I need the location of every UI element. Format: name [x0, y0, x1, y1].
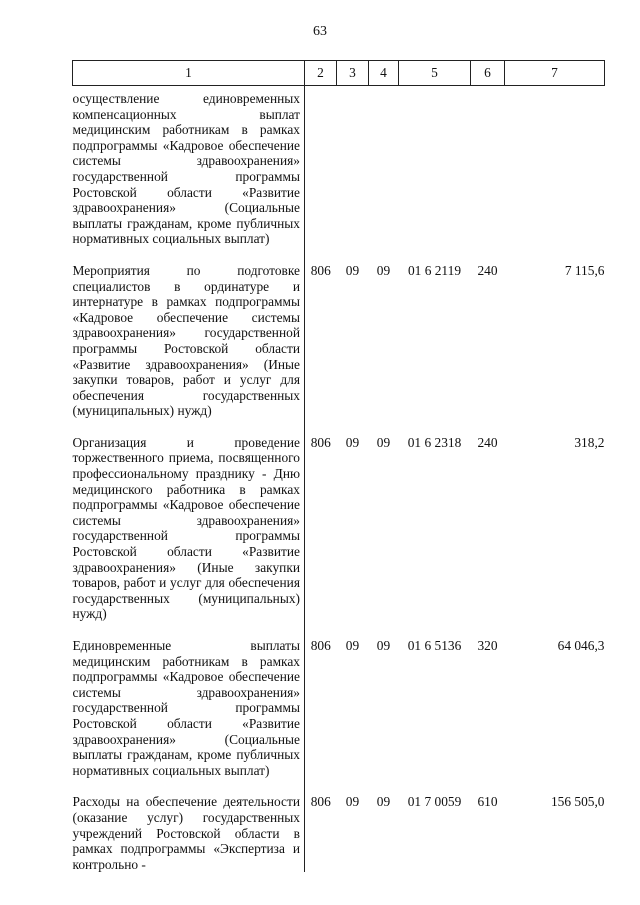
row-expense-type: 610	[477, 794, 498, 810]
row-target-article: 01 6 5136	[407, 638, 462, 653]
row-expense-type: 240	[477, 262, 498, 278]
row-amount: 64 046,3	[557, 638, 605, 653]
row-subsection	[369, 86, 399, 247]
header-col-6: 6	[471, 61, 505, 86]
table-row	[73, 622, 605, 778]
row-section	[337, 86, 369, 247]
table-row	[73, 778, 605, 872]
table-row	[73, 419, 605, 622]
row-section: 09	[345, 794, 360, 810]
header-row	[73, 61, 605, 86]
row-ministry: 806	[310, 794, 331, 810]
row-target-article	[399, 86, 471, 247]
header-col-3: 3	[337, 61, 369, 86]
budget-table	[72, 60, 605, 872]
row-description: Расходы на обеспечение деятельности (оказание услуг) государственных учреждений Ростовской области в рамках подпрограммы «Экспертиза и контрольно -	[73, 778, 305, 872]
row-subsection: 09	[376, 794, 391, 810]
row-ministry: 806	[310, 638, 331, 653]
row-description: Единовременные выплаты медицинским работникам в рамках подпрограммы «Кадровое обеспечение системы здравоохранения» государственной программы Ростовской области «Развитие здравоохранения» (Социальные выплаты гражданам, кроме публичных нормативных социальных выплат)	[73, 622, 305, 778]
header-col-5: 5	[399, 61, 471, 86]
row-section: 09	[345, 434, 360, 450]
row-section: 09	[345, 638, 360, 653]
row-target-article: 01 6 2119	[407, 262, 462, 278]
row-expense-type: 240	[477, 434, 498, 450]
header-col-2: 2	[305, 61, 337, 86]
header-col-7: 7	[505, 61, 605, 86]
row-ministry: 806	[310, 434, 331, 450]
row-ministry	[305, 86, 337, 247]
row-amount: 7 115,6	[564, 262, 605, 278]
row-target-article: 01 7 0059	[407, 794, 462, 810]
row-amount	[505, 86, 605, 247]
row-subsection: 09	[376, 262, 391, 278]
row-target-article: 01 6 2318	[407, 434, 462, 450]
row-section: 09	[345, 262, 360, 278]
row-subsection: 09	[376, 638, 391, 653]
row-expense-type	[471, 86, 505, 247]
row-ministry: 806	[310, 262, 331, 278]
table-row	[73, 86, 605, 247]
page-number: 63	[313, 24, 327, 39]
row-amount: 156 505,0	[550, 794, 605, 810]
table-row	[73, 247, 605, 419]
header-col-4: 4	[369, 61, 399, 86]
row-expense-type: 320	[477, 638, 498, 653]
row-description: осуществление единовременных компенсационных выплат медицинским работникам в рамках подпрограммы «Кадровое обеспечение системы здравоохранения» государственной программы Ростовской области «Развитие здравоохранения» (Социальные выплаты гражданам, кроме публичных нормативных социальных выплат)	[73, 86, 305, 247]
row-subsection: 09	[376, 434, 391, 450]
row-amount: 318,2	[574, 434, 605, 450]
header-col-1: 1	[73, 61, 305, 86]
row-description: Организация и проведение торжественного приема, посвященного профессиональному празднику - Дню медицинского работника в рамках подпрограммы «Кадровое обеспечение системы здравоохранения» государственной программы Ростовской области «Развитие здравоохранения» (Иные закупки товаров, работ и услуг для обеспечения государственных (муниципальных) нужд)	[73, 419, 305, 622]
row-description: Мероприятия по подготовке специалистов в ординатуре и интернатуре в рамках подпрограммы «Кадровое обеспечение системы здравоохранения» государственной программы Ростовской области «Развитие здравоохранения» (Иные закупки товаров, работ и услуг для обеспечения государственных (муниципальных) нужд)	[73, 247, 305, 419]
